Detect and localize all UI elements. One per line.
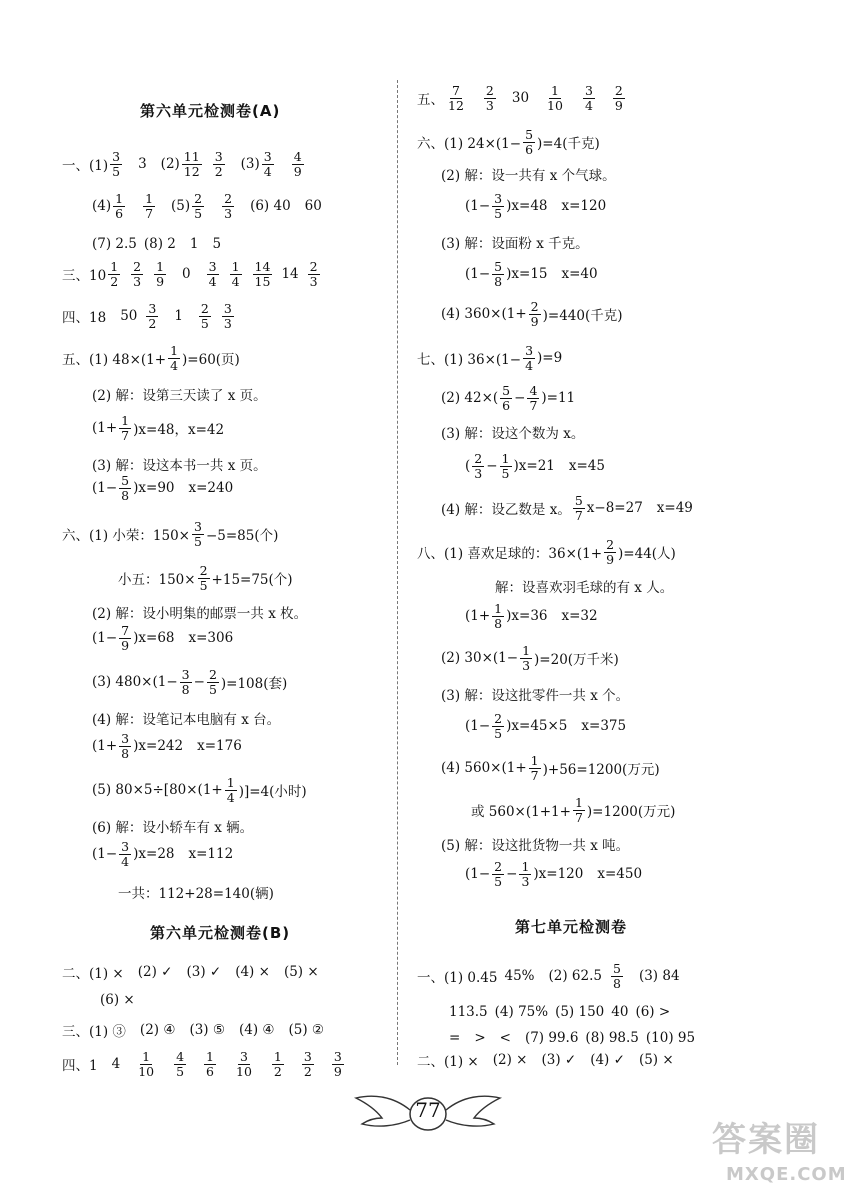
fraction: $\frac{1}{3}$ [522,642,531,673]
fraction: $\frac{5}{6}$ [525,126,534,157]
fraction: $\frac{4}{9}$ [293,148,302,179]
answer-line: (1− $\frac{7}{9}$ )x=68 x=306 [92,622,234,653]
fraction: $\frac{3}{8}$ [181,666,190,697]
fraction: $\frac{5}{6}$ [502,382,511,413]
fraction: $\frac{4}{7}$ [529,382,538,413]
answer-line: 七、(1) 36×(1− $\frac{3}{4}$ )=9 [417,342,563,373]
fraction: $\frac{5}{8}$ [494,258,503,289]
fraction: $\frac{3}{2}$ [148,300,157,331]
fraction: $\frac{7}{12}$ [448,82,464,113]
answer-line: ( $\frac{2}{3}$ − $\frac{1}{5}$ )x=21 x=45 [465,450,605,481]
answer-line: (3) 480×(1− $\frac{3}{8}$ − $\frac{2}{5}$ )=108(套) [92,666,288,697]
section-title-7: 第七单元检测卷 [515,918,628,936]
fraction: $\frac{2}{3}$ [474,450,483,481]
fraction: $\frac{2}{5}$ [208,666,217,697]
fraction: $\frac{2}{5}$ [494,710,503,741]
fraction: $\frac{1}{7}$ [121,412,130,443]
answer-line: (1− $\frac{2}{5}$ )x=45×5 x=375 [465,710,627,741]
fraction: $\frac{2}{5}$ [200,300,209,331]
fraction: $\frac{3}{10}$ [236,1048,252,1079]
answer-line: (7) 2.5 (8) 2 1 5 [92,236,222,252]
answer-line: (5) 解：设这批货物一共 x 吨。 [441,838,630,854]
answer-line: 二、(1) × (2) ✓ (3) ✓ (4) × (5) × [62,964,319,982]
column-divider [397,80,398,1065]
answer-line: 解：设喜欢羽毛球的有 x 人。 [495,580,674,596]
answer-line: 四、18 50 $\frac{3}{2}$ 1 $\frac{2}{5}$ $\frac{3}{3}$ [62,300,232,331]
answer-line: 二、(1) × (2) × (3) ✓ (4) ✓ (5) × [417,1052,674,1070]
answer-line: (2) 解：设一共有 x 个气球。 [441,168,616,184]
answer-line: (4) 560×(1+ $\frac{1}{7}$ )+56=1200(万元) [441,752,660,783]
fraction: $\frac{3}{5}$ [194,518,202,549]
fraction: $\frac{11}{12}$ [183,148,200,179]
fraction: $\frac{4}{5}$ [176,1048,185,1079]
answer-line: (1− $\frac{5}{8}$ )x=15 x=40 [465,258,598,289]
fraction: $\frac{1}{6}$ [206,1048,214,1079]
fraction: $\frac{2}{5}$ [199,562,208,593]
answer-line: (5) 80×5÷[80×(1+ $\frac{1}{4}$ )]=4(小时) [92,774,307,805]
answer-line: 小五：150× $\frac{2}{5}$ +15=75(个) [118,562,293,593]
answer-line: (2) 42×( $\frac{5}{6}$ − $\frac{4}{7}$ )=11 [441,382,576,413]
fraction: $\frac{2}{5}$ [494,858,503,889]
answer-line: 三、(1) ③ (2) ④ (3) ⑤ (4) ④ (5) ② [62,1022,325,1040]
fraction: $\frac{1}{8}$ [494,600,503,631]
answer-line: (1− $\frac{2}{5}$ − $\frac{1}{3}$ )x=120 x=450 [465,858,643,889]
fraction: $\frac{3}{4}$ [208,258,217,289]
fraction: $\frac{1}{4}$ [231,258,240,289]
fraction: $\frac{5}{8}$ [612,960,621,991]
answer-line: (1+ $\frac{1}{8}$ )x=36 x=32 [465,600,598,631]
fraction: $\frac{1}{5}$ [501,450,510,481]
answer-line: 五、 $\frac{7}{12}$ $\frac{2}{3}$ 30 $\frac{1}{10}$ $\frac{3}{4}$ $\frac{2}{9}$ [417,82,623,113]
fraction: $\frac{1}{7}$ [530,752,539,783]
fraction: $\frac{2}{3}$ [485,82,494,113]
watermark-text: 答案圈 [712,1120,820,1160]
page-number: 77 [415,1098,441,1122]
watermark-logo [712,1112,850,1200]
fraction: $\frac{3}{3}$ [223,300,232,331]
answer-line: (3) 解：设面粉 x 千克。 [441,236,589,252]
answer-line: (1+ $\frac{3}{8}$ )x=242 x=176 [92,730,242,761]
answer-line: (1+ $\frac{1}{7}$ )x=48，x=42 [92,412,225,443]
page-number-badge [348,1088,508,1148]
answer-line: 六、(1) 24×(1− $\frac{5}{6}$ )=4(千克) [417,126,600,157]
fraction: $\frac{2}{9}$ [530,298,539,329]
fraction: $\frac{3}{4}$ [263,148,272,179]
fraction: $\frac{2}{3}$ [224,190,233,221]
answer-line: (3) 解：设这本书一共 x 页。 [92,458,267,474]
answer-line: 113.5 (4) 75% (5) 150 40 (6) > [449,1004,671,1020]
answer-line: (1− $\frac{3}{4}$ )x=28 x=112 [92,838,234,869]
fraction: $\frac{14}{15}$ [254,258,271,289]
fraction: $\frac{3}{2}$ [303,1048,312,1079]
fraction: $\frac{3}{4}$ [525,342,534,373]
fraction: $\frac{3}{4}$ [121,838,130,869]
answer-line: (1− $\frac{5}{8}$ )x=90 x=240 [92,472,234,503]
answer-line: (2) 解：设第三天读了 x 页。 [92,388,267,404]
fraction: $\frac{2}{3}$ [133,258,142,289]
section-title-6a: 第六单元检测卷(A) [140,102,281,120]
fraction: $\frac{1}{6}$ [115,190,124,221]
fraction: $\frac{1}{10}$ [547,82,563,113]
answer-line: (6) 解：设小轿车有 x 辆。 [92,820,254,836]
answer-line: 五、(1) 48×(1+ $\frac{1}{4}$ )=60(页) [62,342,240,373]
answer-line: = > < (7) 99.6 (8) 98.5 (10) 95 [449,1030,696,1046]
answer-line: (1− $\frac{3}{5}$ )x=48 x=120 [465,190,607,221]
fraction: $\frac{2}{3}$ [309,258,318,289]
fraction: $\frac{1}{7}$ [574,794,583,825]
answer-line: 六、(1) 小荣：150× $\frac{3}{5}$ −5=85(个) [62,518,279,549]
fraction: $\frac{3}{8}$ [121,730,130,761]
answer-line: (4) $\frac{1}{6}$ $\frac{1}{7}$ (5) $\frac{2}{5}$ $\frac{2}{3}$ (6) 40 60 [92,190,322,221]
answer-line: 四、1 4 $\frac{1}{10}$ $\frac{4}{5}$ $\frac{1}{6}$ $\frac{3}{10}$ $\frac{1}{2}$ $\frac{3}{2}$ $\frac{3}{9}$ [62,1048,342,1079]
fraction: $\frac{5}{8}$ [121,472,130,503]
answer-line: (3) 解：设这个数为 x。 [441,426,585,442]
answer-line: (6) × [100,992,135,1008]
answer-line: 或 560×(1+1+ $\frac{1}{7}$ )=1200(万元) [471,794,676,825]
answer-label: 一、(1) [62,158,109,174]
fraction: $\frac{3}{5}$ [112,148,121,179]
section-title-6b: 第六单元检测卷(B) [150,924,291,942]
answer-line: 一、(1) $\frac{3}{5}$ 3 (2) $\frac{11}{12}$ $\frac{3}{2}$ (3) $\frac{3}{4}$ $\frac{4}{9}$ [62,148,302,179]
fraction: $\frac{2}{9}$ [614,82,623,113]
fraction: $\frac{3}{5}$ [494,190,503,221]
answer-line: 三、10 $\frac{1}{2}$ $\frac{2}{3}$ $\frac{1}{9}$ 0 $\frac{3}{4}$ $\frac{1}{4}$ $\frac{14}{15}$ 14 $\frac{2}{3}$ [62,258,318,289]
answer-line: 一共：112+28=140(辆) [118,886,274,902]
fraction: $\frac{2}{9}$ [606,536,615,567]
fraction: $\frac{3}{4}$ [584,82,593,113]
answer-line: (4) 解：设乙数是 x。 $\frac{5}{7}$ x−8=27 x=49 [441,492,693,523]
answer-line: (2) 30×(1− $\frac{1}{3}$ )=20(万千米) [441,642,619,673]
fraction: $\frac{7}{9}$ [121,622,130,653]
watermark-url: MXQE.COM [726,1164,847,1185]
fraction: $\frac{2}{5}$ [194,190,203,221]
fraction: $\frac{5}{7}$ [574,492,583,523]
fraction: $\frac{1}{9}$ [156,258,165,289]
answer-line: 八、(1) 喜欢足球的：36×(1+ $\frac{2}{9}$ )=44(人) [417,536,676,567]
fraction: $\frac{1}{2}$ [273,1048,282,1079]
fraction: $\frac{1}{4}$ [170,342,179,373]
answer-line: 一、(1) 0.45 45% (2) 62.5 $\frac{5}{8}$ (3) 84 [417,960,680,991]
fraction: $\frac{1}{3}$ [521,858,530,889]
fraction: $\frac{3}{9}$ [333,1048,342,1079]
fraction: $\frac{1}{2}$ [110,258,119,289]
fraction: $\frac{1}{10}$ [138,1048,155,1079]
fraction: $\frac{1}{4}$ [226,774,235,805]
answer-line: (3) 解：设这批零件一共 x 个。 [441,688,630,704]
answer-line: (4) 360×(1+ $\frac{2}{9}$ )=440(千克) [441,298,623,329]
answer-line: (4) 解：设笔记本电脑有 x 台。 [92,712,281,728]
fraction: $\frac{1}{7}$ [145,190,154,221]
answer-line: (2) 解：设小明集的邮票一共 x 枚。 [92,606,308,622]
fraction: $\frac{3}{2}$ [214,148,223,179]
